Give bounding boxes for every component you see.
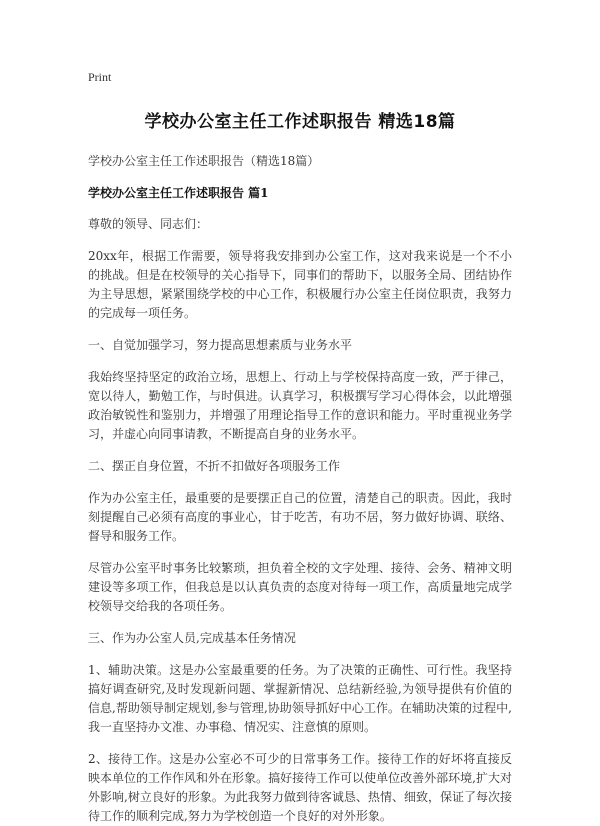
paragraph-reception: 2、接待工作。这是办公室必不可少的日常事务工作。接待工作的好坏将直接反映本单位的工作作风和外在形象。搞好接待工作可以使单位改善外部环境,扩大对外影响,树立良好的形象。为此我努力做到待客诚恳、热情、细致，保证了每次接待工作的顺利完成,努力为学校创造一个良好的对外形象。 bbox=[88, 752, 512, 823]
print-label: Print bbox=[88, 70, 112, 84]
document-title: 学校办公室主任工作述职报告 精选18篇 bbox=[144, 112, 456, 132]
paragraph-position: 作为办公室主任，最重要的是要摆正自己的位置，清楚自己的职责。因此，我时刻提醒自己必须有高度的事业心，甘于吃苦，有功不居，努力做好协调、联络、督导和服务工作。 bbox=[88, 491, 512, 543]
greeting: 尊敬的领导、同志们： bbox=[88, 217, 209, 231]
paragraph-intro: 20xx年，根据工作需要，领导将我安排到办公室工作，这对我来说是一个不小的挑战。但是在校领导的关心指导下，同事们的帮助下，以服务全局、团结协作为主导思想，紧紧围绕学校的中心工作，积极履行办公室主任岗位职责，我努力的完成每一项任务。 bbox=[88, 249, 512, 320]
subheading-1: 一、自觉加强学习，努力提高思想素质与业务水平 bbox=[88, 338, 353, 352]
subheading-2: 二、摆正自身位置，不折不扣做好各项服务工作 bbox=[88, 459, 341, 473]
paragraph-tasks: 尽管办公室平时事务比较繁琐，担负着全校的文字处理、接待、会务、精神文明建设等多项工作，但我总是以认真负责的态度对待每一项工作，高质量地完成学校领导交给我的各项任务。 bbox=[88, 561, 512, 613]
paragraph-study: 我始终坚持坚定的政治立场，思想上、行动上与学校保持高度一致，严于律己，宽以待人，勤勉工作，与时俱进。认真学习，积极撰写学习心得体会，以此增强政治敏锐性和鉴别力，并增强了用理论指导工作的意识和能力。平时重视业务学习，并虚心向同事请教，不断提高自身的业务水平。 bbox=[88, 370, 512, 441]
subheading-3: 三、作为办公室人员,完成基本任务情况 bbox=[88, 631, 296, 645]
document-subtitle: 学校办公室主任工作述职报告（精选18篇） bbox=[88, 154, 320, 168]
section-heading: 学校办公室主任工作述职报告 篇1 bbox=[88, 186, 269, 200]
paragraph-decision-support: 1、辅助决策。这是办公室最重要的任务。为了决策的正确性、可行性。我坚持搞好调查研究,及时发现新问题、掌握新情况、总结新经验,为领导提供有价值的信息,帮助领导制定规划,参与管理,协助领导抓好中心工作。在辅助决策的过程中,我一直坚持办文准、办事稳、情况实、注意慎的原则。 bbox=[88, 663, 512, 734]
